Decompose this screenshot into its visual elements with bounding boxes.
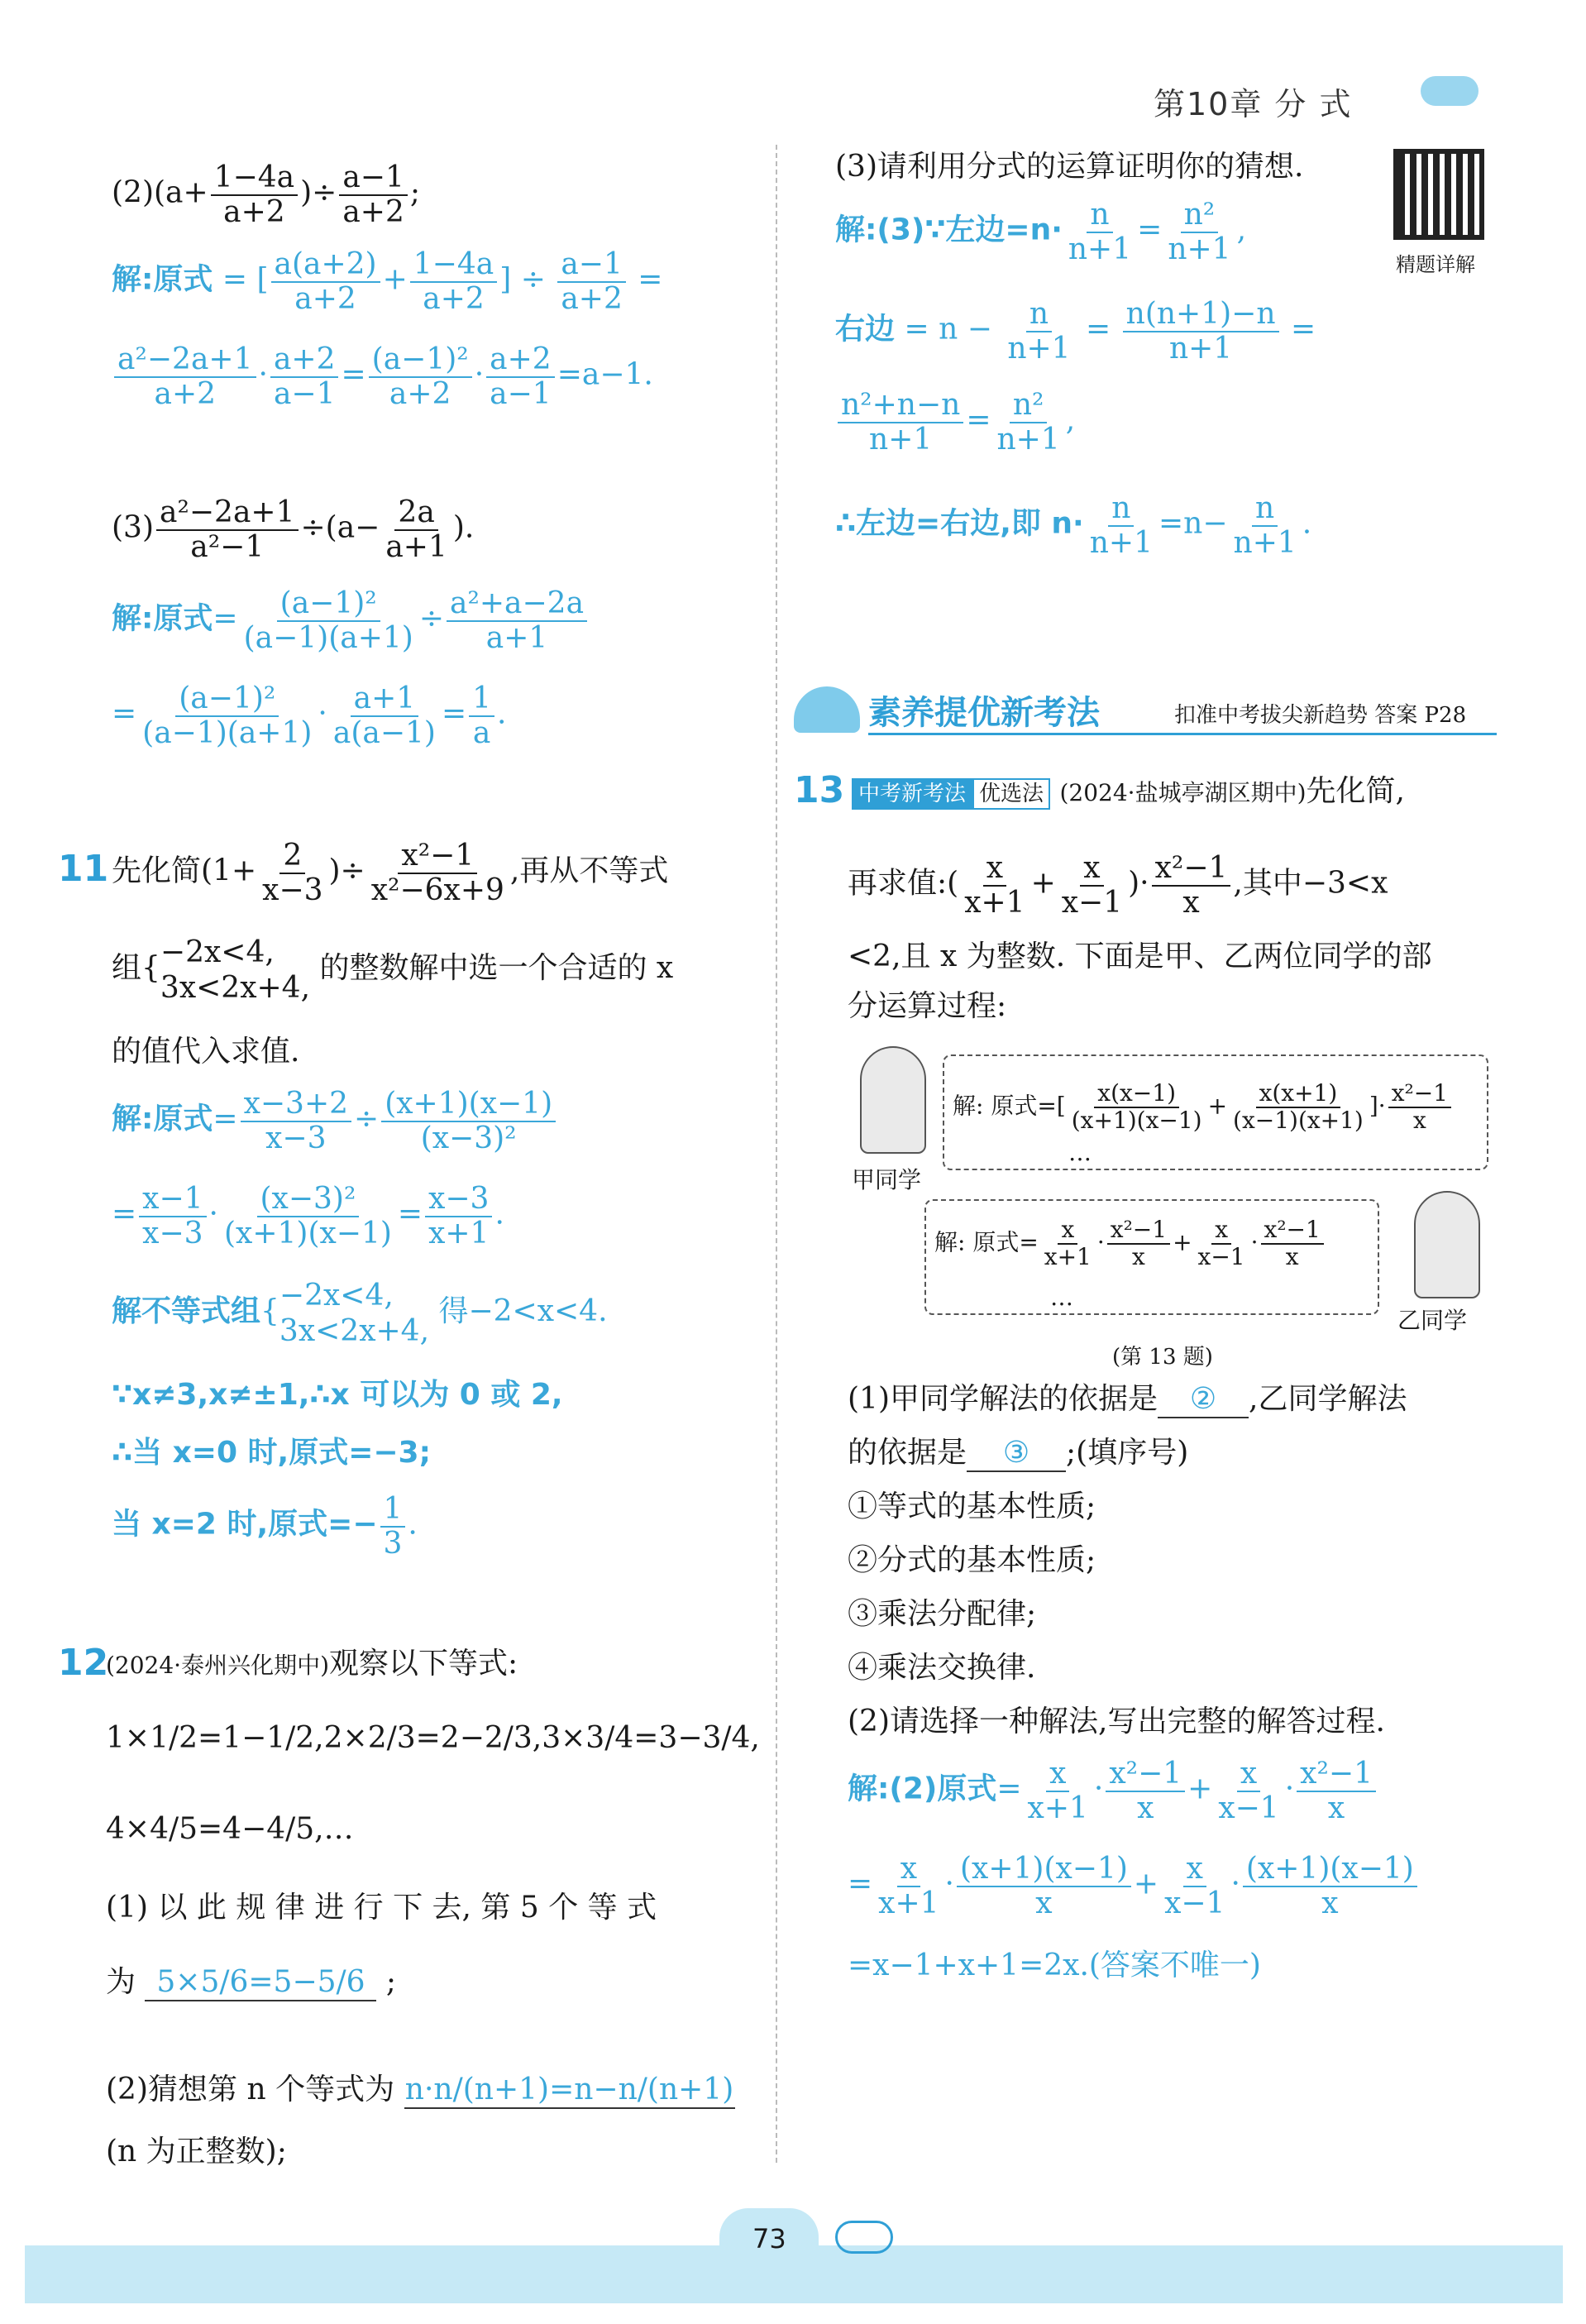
q13-option-3: ③乘法分配律; bbox=[848, 1597, 1037, 1631]
q13-number: 13 bbox=[794, 769, 845, 811]
q13-option-4: ④乘法交换律. bbox=[848, 1651, 1036, 1685]
q11-solution-line3: 解不等式组{ −2x<4, 3x<2x+4, 得−2<x<4. bbox=[112, 1279, 608, 1349]
q13-part2-prompt: (2)请选择一种解法,写出完整的解答过程. bbox=[848, 1705, 1385, 1738]
q13-prompt-line3: <2,且 x 为整数. 下面是甲、乙两位同学的部 bbox=[848, 940, 1432, 973]
swimmer-icon bbox=[835, 2221, 893, 2254]
q11-solution-line6: 当 x=2 时,原式=− $\frac{1}{3}$ . bbox=[112, 1492, 418, 1561]
right-q3-solution-line2: 右边 = n − $\frac{n}{n+1}$ = $\frac{n(n+1)-n}{n+1}$ = bbox=[835, 297, 1316, 366]
q12-part1-prompt: (1) 以 此 规 律 进 行 下 去, 第 5 个 等 式 bbox=[106, 1891, 657, 1925]
q11-solution-line5: ∴当 x=0 时,原式=−3; bbox=[112, 1436, 431, 1470]
q13-option-2: ②分式的基本性质; bbox=[848, 1543, 1096, 1577]
q12-part1-answer-row: 为 5×5/6=5−5/6 ; bbox=[106, 1964, 396, 2001]
q3-solution-line1: 解:原式= $\frac{\text{(a−1)²}}{(a-1)(a+1)}$ ÷ $\frac{\text{a²+a−2a}}{a+1}$ bbox=[112, 587, 590, 654]
section-banner bbox=[794, 678, 1497, 744]
q11-prompt-line2: 组{ −2x<4, 3x<2x+4, 的整数解中选一个合适的 x bbox=[112, 935, 674, 1006]
qr-caption: 精题详解 bbox=[1396, 253, 1475, 276]
q12-number: 12 bbox=[58, 1642, 109, 1684]
q2-solution-line2: $\frac{\text{a²−2a+1}}{a+2}$ · $\frac{a+2}{a-1}$ = $\frac{\text{(a−1)²}}{a+2}$ · $\frac{a+2}{a-1}$ =a−1. bbox=[112, 343, 653, 410]
q2-prompt: (2)(a+ $\frac{1-4a}{a+2}$ )÷ $\frac{a-1}{a+2}$ ; bbox=[112, 160, 421, 229]
graduation-cap-icon bbox=[794, 686, 860, 733]
right-q3-solution-line3: $\frac{\text{n²+n−n}}{n+1}$ = $\frac{\text{n²}}{n+1}$ , bbox=[835, 389, 1075, 456]
q12-equations-line1: 1×1/2=1−1/2,2×2/3=2−2/3,3×3/4=3−3/4, bbox=[106, 1721, 760, 1755]
jia-student-label: 甲同学 bbox=[852, 1166, 922, 1193]
q13-tag-new: 中考新考法 bbox=[852, 778, 972, 810]
q13-option-1: ①等式的基本性质; bbox=[848, 1490, 1096, 1523]
section-banner-title: 素养提优新考法 bbox=[868, 694, 1100, 732]
q12-part2-answer: n·n/(n+1)=n−n/(n+1) bbox=[404, 2072, 735, 2109]
yi-student-label: 乙同学 bbox=[1397, 1307, 1468, 1334]
q13-tag-opt: 优选法 bbox=[972, 778, 1050, 810]
chapter-title: 第10章 分 式 bbox=[1154, 86, 1353, 122]
q13-prompt-line4: 分运算过程: bbox=[848, 989, 1007, 1023]
section-banner-sub: 扣准中考拔尖新趋势 答案 P28 bbox=[1174, 703, 1467, 728]
header-ornament-icon bbox=[1421, 76, 1479, 106]
q11-solution-line4: ∵x≠3,x≠±1,∴x 可以为 0 或 2, bbox=[112, 1378, 563, 1412]
qr-code-icon[interactable] bbox=[1393, 149, 1484, 240]
q11-prompt-line1: 先化简(1+ $\frac{2}{x-3}$ )÷ $\frac{\text{x²−1}}{\text{x²−6x+9}}$ ,再从不等式 bbox=[112, 839, 669, 907]
right-q3-prompt: (3)请利用分式的运算证明你的猜想. bbox=[835, 150, 1304, 184]
q11-number: 11 bbox=[58, 848, 109, 890]
column-divider bbox=[776, 145, 777, 2163]
q13-part1-line1: (1)甲同学解法的依据是 ② ,乙同学解法 bbox=[848, 1381, 1407, 1418]
q11-solution-line1: 解:原式= $\frac{x-3+2}{x-3}$ ÷ $\frac{(x+1)(x-1)}{\text{(x−3)²}}$ bbox=[112, 1088, 558, 1155]
q12-prompt: (2024·泰州兴化期中)观察以下等式: bbox=[106, 1647, 518, 1681]
q13-solution-line2: = $\frac{x}{x+1}$ · $\frac{(x+1)(x-1)}{x}$ + $\frac{x}{x-1}$ · $\frac{(x+1)(x-1)}{x}$ bbox=[848, 1853, 1420, 1920]
q3-prompt: (3) $\frac{\text{a²−2a+1}}{\text{a²−1}}$ ÷(a− $\frac{2a}{a+1}$ ). bbox=[112, 495, 475, 564]
q12-part2-note: (n 为正整数); bbox=[106, 2135, 287, 2169]
figure-caption: (第 13 题) bbox=[1112, 1345, 1213, 1370]
q13-part1-line2: 的依据是 ③ ;(填序号) bbox=[848, 1435, 1188, 1472]
q11-prompt-line3: 的值代入求值. bbox=[112, 1035, 300, 1069]
right-q3-solution-line1: 解:(3)∵左边=n· $\frac{n}{n+1}$ = $\frac{\text{n²}}{n+1}$ , bbox=[835, 198, 1247, 266]
q12-part2-prompt: (2)猜想第 n 个等式为 n·n/(n+1)=n−n/(n+1) bbox=[106, 2072, 735, 2109]
jia-student-illustration bbox=[860, 1046, 926, 1154]
section-banner-rule bbox=[868, 733, 1497, 735]
q12-part1-answer: 5×5/6=5−5/6 bbox=[145, 1964, 376, 2001]
yi-student-illustration bbox=[1414, 1191, 1480, 1298]
right-q3-solution-line4: ∴左边=右边,即 n· $\frac{n}{n+1}$ =n− $\frac{n}{n+1}$ . bbox=[835, 491, 1312, 560]
yi-solution-box: 解: 原式= $\frac{x}{x+1}$ · $\frac{\text{x²−1}}{x}$ + $\frac{x}{x-1}$ · $\frac{\text{x²−1}}{x}$ … bbox=[924, 1199, 1379, 1315]
q12-equations-line2: 4×4/5=4−4/5,… bbox=[106, 1812, 354, 1846]
q13-prompt-line1: 中考新考法 优选法 (2024·盐城亭湖区期中)先化简, bbox=[852, 773, 1405, 809]
q13-solution-line1: 解:(2)原式= $\frac{x}{x+1}$ · $\frac{\text{x²−1}}{x}$ + $\frac{x}{x-1}$ · $\frac{\text{x²−1}}{x}$ bbox=[848, 1757, 1378, 1824]
q3-solution-line2: = $\frac{\text{(a−1)²}}{(a-1)(a+1)}$ · $\frac{a+1}{a(a-1)}$ = $\frac{1}{a}$ . bbox=[112, 681, 507, 750]
q13-part1-answer2: ③ bbox=[967, 1435, 1066, 1472]
q2-solution-line1: 解:原式 = [ $\frac{a(a+2)}{a+2}$ + $\frac{1-4a}{a+2}$ ] ÷ $\frac{a-1}{a+2}$ = bbox=[112, 247, 663, 316]
jia-solution-box: 解: 原式=[ $\frac{x(x-1)}{(x+1)(x-1)}$ + $\frac{x(x+1)}{(x-1)(x+1)}$ ]· $\frac{\text{x²−1}}{x}$ … bbox=[943, 1054, 1488, 1170]
q11-solution-line2: = $\frac{x-1}{x-3}$ · $\frac{\text{(x−3)²}}{(x+1)(x-1)}$ = $\frac{x-3}{x+1}$ . bbox=[112, 1182, 504, 1250]
q13-solution-line3: =x−1+x+1=2x.(答案不唯一) bbox=[848, 1949, 1261, 1982]
q13-prompt-line2: 再求值:( $\frac{x}{x+1}$ + $\frac{x}{x-1}$ )· $\frac{\text{x²−1}}{x}$ ,其中−3<x bbox=[848, 851, 1388, 920]
page-number: 73 bbox=[752, 2223, 786, 2255]
q13-part1-answer1: ② bbox=[1158, 1381, 1249, 1418]
